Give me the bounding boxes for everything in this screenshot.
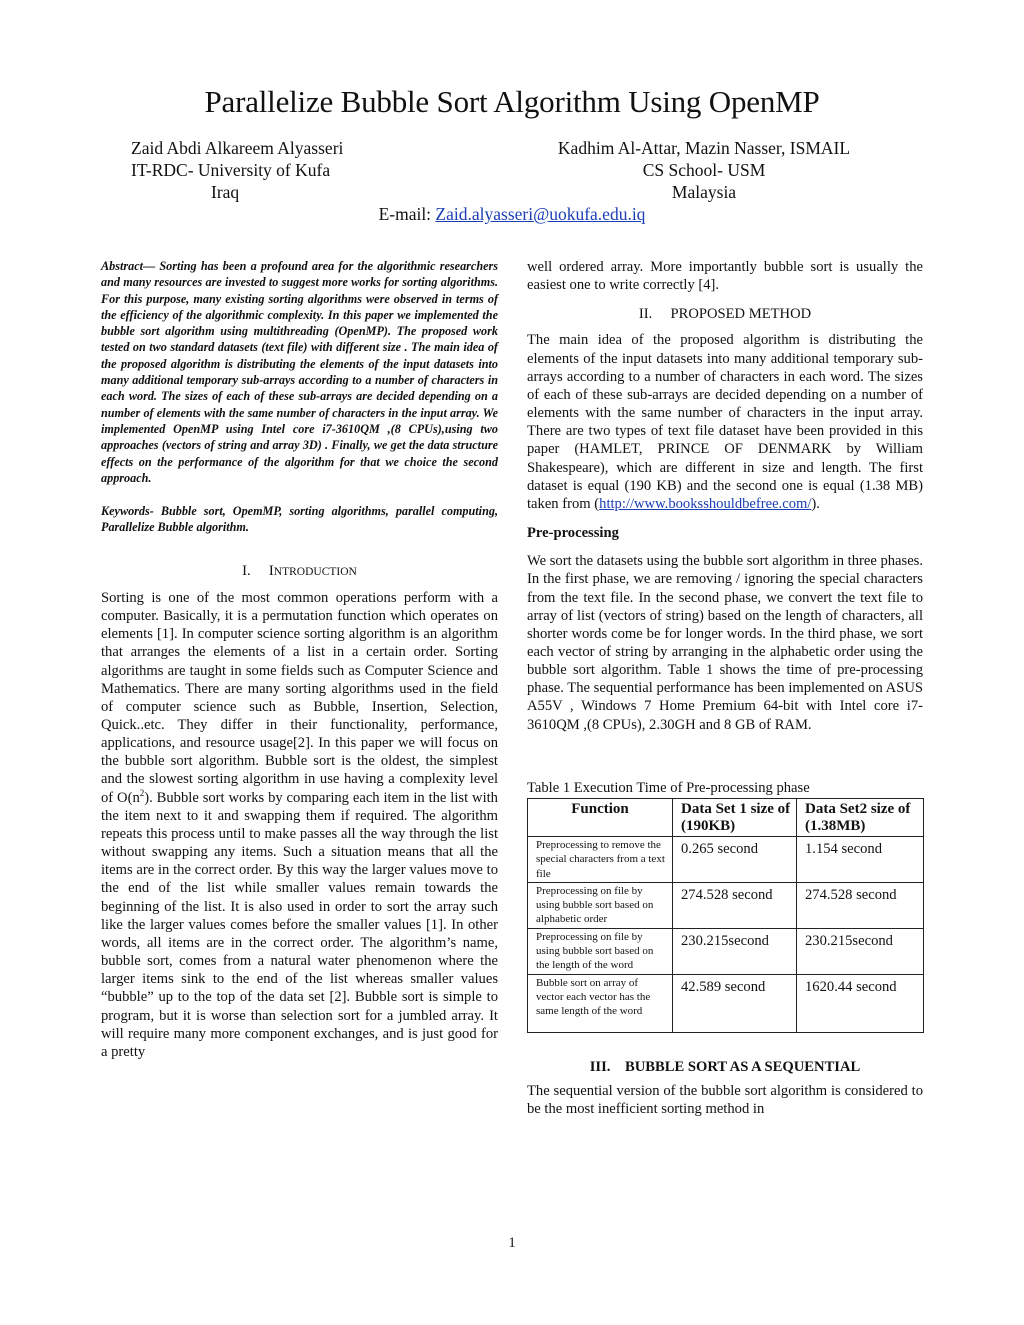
author-country-left: Iraq — [211, 182, 240, 202]
table-row — [528, 882, 924, 928]
author-country-right: Malaysia — [671, 182, 737, 202]
email-label: E-mail: — [378, 204, 432, 224]
table-header-function: Function — [528, 799, 673, 837]
abstract-text: Sorting has been a profound area for the algorithmic researchers and many resources are invested to suggest more works for sorting algorithms. For this purpose, many existing sorting algorithms were observed in terms of the efficiency of the algorithmic complexity. In this paper we implemented the bubble sort algorithm using multithreading (OpenMP). The proposed work tested on two standard datasets (text file) with different size . The main idea of the proposed algorithm is distributing the elements of the input datasets into many additional temporary sub-arrays according to a number of characters in each word. The sizes of each of these sub-arrays are decided depending on a number of elements with the same number of characters in the input array. We implemented OpenMP using Intel core i7-3610QM ,(8 CPUs),using two approaches (vectors of string and array 3D) . Finally, we get the data structure effects on the performance of the algorithm for that we choice the second approach. — [101, 259, 498, 485]
author-block-right — [539, 137, 869, 203]
paper-title: Parallelize Bubble Sort Algorithm Using OpenMP — [204, 84, 820, 119]
intro-text-b: ). Bubble sort works by comparing each item in the list with the item next to it and swapping them if required. The algorithm repeats this process until to make passes all the way through the list without swapping any items. Such a situation means that all the items are in the correct order. By this way the larger values move to the end of the list while smaller values remain towards the beginning of the list. It is also used in order to sort the array such like the larger values comes before the smaller values [1]. In other words, all items are in the correct order. The algorithm’s name, bubble sort, comes from a natural water phenomenon where the larger items sink to the end of the list whereas smaller values “bubble” up to the top of the data set [2]. Bubble sort is simple to program, but it is worse than selection sort for a jumbled array. It will require many more component exchanges, and is just good for a pretty — [101, 789, 498, 1060]
table-cell-function: Preprocessing to remove the special characters from a text file — [528, 837, 673, 883]
section-number: I. — [242, 562, 251, 579]
section-number: II. — [638, 306, 653, 323]
method-text: The main idea of the proposed algorithm is distributing the elements of the input datasets into many additional temporary sub-arrays according to a number of characters in each word. The sizes of each of these sub-arrays are decided depending on a number of elements with the same number of characters in the input array. There are two types of text file dataset have been provided in this paper (HAMLET, PRINCE OF DENMARK by William Shakespeare), which are different in size and length. The first dataset is equal (190 KB) and the second one is equal (1.38 MB) taken from ( — [527, 332, 923, 512]
section-number: III. — [589, 1059, 611, 1075]
subheading-preprocessing: Pre-processing — [527, 525, 619, 542]
section-heading-introduction — [101, 562, 498, 581]
right-column — [527, 258, 923, 734]
abstract-label: Abstract— — [101, 259, 156, 273]
table-row — [528, 837, 924, 883]
introduction-paragraph — [101, 589, 498, 1061]
section-title: BUBBLE SORT AS A SEQUENTIAL — [625, 1059, 861, 1075]
table-header-dataset1: Data Set 1 size of (190KB) — [673, 799, 797, 837]
author-affiliation-right: CS School- USM — [642, 160, 766, 180]
author-name-right: Kadhim Al-Attar, Mazin Nasser, ISMAIL — [557, 138, 851, 158]
table-cell-dataset2: 230.215second — [797, 928, 924, 974]
table-row — [528, 928, 924, 974]
table-cell-dataset2: 1.154 second — [797, 837, 924, 883]
books-link[interactable]: http://www.booksshouldbefree.com/ — [599, 495, 812, 512]
left-column — [101, 258, 498, 1061]
exponent: 2 — [139, 787, 145, 798]
table-cell-function: Preprocessing on file by using bubble sort based on the length of the word — [528, 928, 673, 974]
preprocessing-paragraph: We sort the datasets using the bubble sort algorithm in three phases. In the first phase, we are removing / ignoring the special characters from the text file. In the second phase, we convert the text file to array of list (vectors of string) based on the length of characters, all shorter words come be for longer words. In the third phase, we sort each vector of string by arranging in the alphabetic order using the bubble sort algorithm. Table 1 shows the time of pre-processing phase. The sequential performance has been implemented on ASUS A55V , Windows 7 Home Premium 64-bit with Intel core i7-3610QM ,(8 CPUs), 2.30GH and 8 GB of RAM. — [527, 553, 924, 733]
section-title-first-letter: I — [268, 562, 274, 579]
table-header-row — [528, 799, 924, 837]
table-caption: Table 1 Execution Time of Pre-processing phase — [527, 780, 810, 796]
page-number: 1 — [508, 1235, 516, 1251]
proposed-method-paragraph — [527, 331, 923, 513]
author-affiliation-left: IT-RDC- University of Kufa — [131, 160, 331, 180]
continued-paragraph: well ordered array. More importantly bubble sort is usually the easiest one to write correctly [4]. — [527, 259, 923, 294]
method-text-end: ). — [811, 495, 820, 512]
abstract — [101, 258, 498, 486]
keywords-label: Keywords- — [101, 504, 154, 519]
email-link[interactable]: Zaid.alyasseri@uokufa.edu.iq — [435, 204, 646, 224]
section-heading-bubble-sort-sequential — [527, 1058, 923, 1076]
section-heading-proposed-method — [527, 305, 923, 323]
section-title: PROPOSED METHOD — [670, 306, 812, 323]
section-three — [527, 1058, 923, 1118]
table-cell-dataset1: 274.528 second — [673, 882, 797, 928]
table-cell-function: Bubble sort on array of vector each vector has the same length of the word — [528, 974, 673, 1032]
sequential-paragraph: The sequential version of the bubble sort algorithm is considered to be the most inefficient sorting method in — [527, 1083, 923, 1118]
author-name-left: Zaid Abdi Alkareem Alyasseri — [131, 138, 344, 158]
table-row — [528, 974, 924, 1032]
keywords — [101, 503, 498, 536]
table-cell-function: Preprocessing on file by using bubble sort based on alphabetic order — [528, 882, 673, 928]
table-cell-dataset1: 42.589 second — [673, 974, 797, 1032]
table-cell-dataset2: 1620.44 second — [797, 974, 924, 1032]
section-title: NTRODUCTION — [273, 565, 357, 578]
email-line — [0, 203, 1024, 225]
table-cell-dataset1: 230.215second — [673, 928, 797, 974]
intro-text-a: Sorting is one of the most common operations perform with a computer. Basically, it is a permutation function which operates on elements [1]. In computer science sorting algorithm is an algorithm that arranges the elements of a list in a certain order. Sorting algorithms are taught in some fields such as Computer Science and Mathematics. There are many sorting algorithms used in the field of computer science such as Bubble, Insertion, Selection, Quick..etc. They differ in their functionality, performance, applications, and resource usage[2]. In this paper we will focus on the bubble sort algorithm. Bubble sort is the oldest, the simplest and the slowest sorting algorithm in use having a complexity level of O(n — [101, 589, 498, 806]
table-cell-dataset1: 0.265 second — [673, 837, 797, 883]
table-header-dataset2: Data Set2 size of (1.38MB) — [797, 799, 924, 837]
keywords-text: Bubble sort, OpemMP, sorting algorithms, parallel computing, Parallelize Bubble algorithm. — [101, 504, 498, 535]
execution-time-table — [527, 798, 924, 1033]
table-cell-dataset2: 274.528 second — [797, 882, 924, 928]
author-block-left — [131, 137, 531, 203]
